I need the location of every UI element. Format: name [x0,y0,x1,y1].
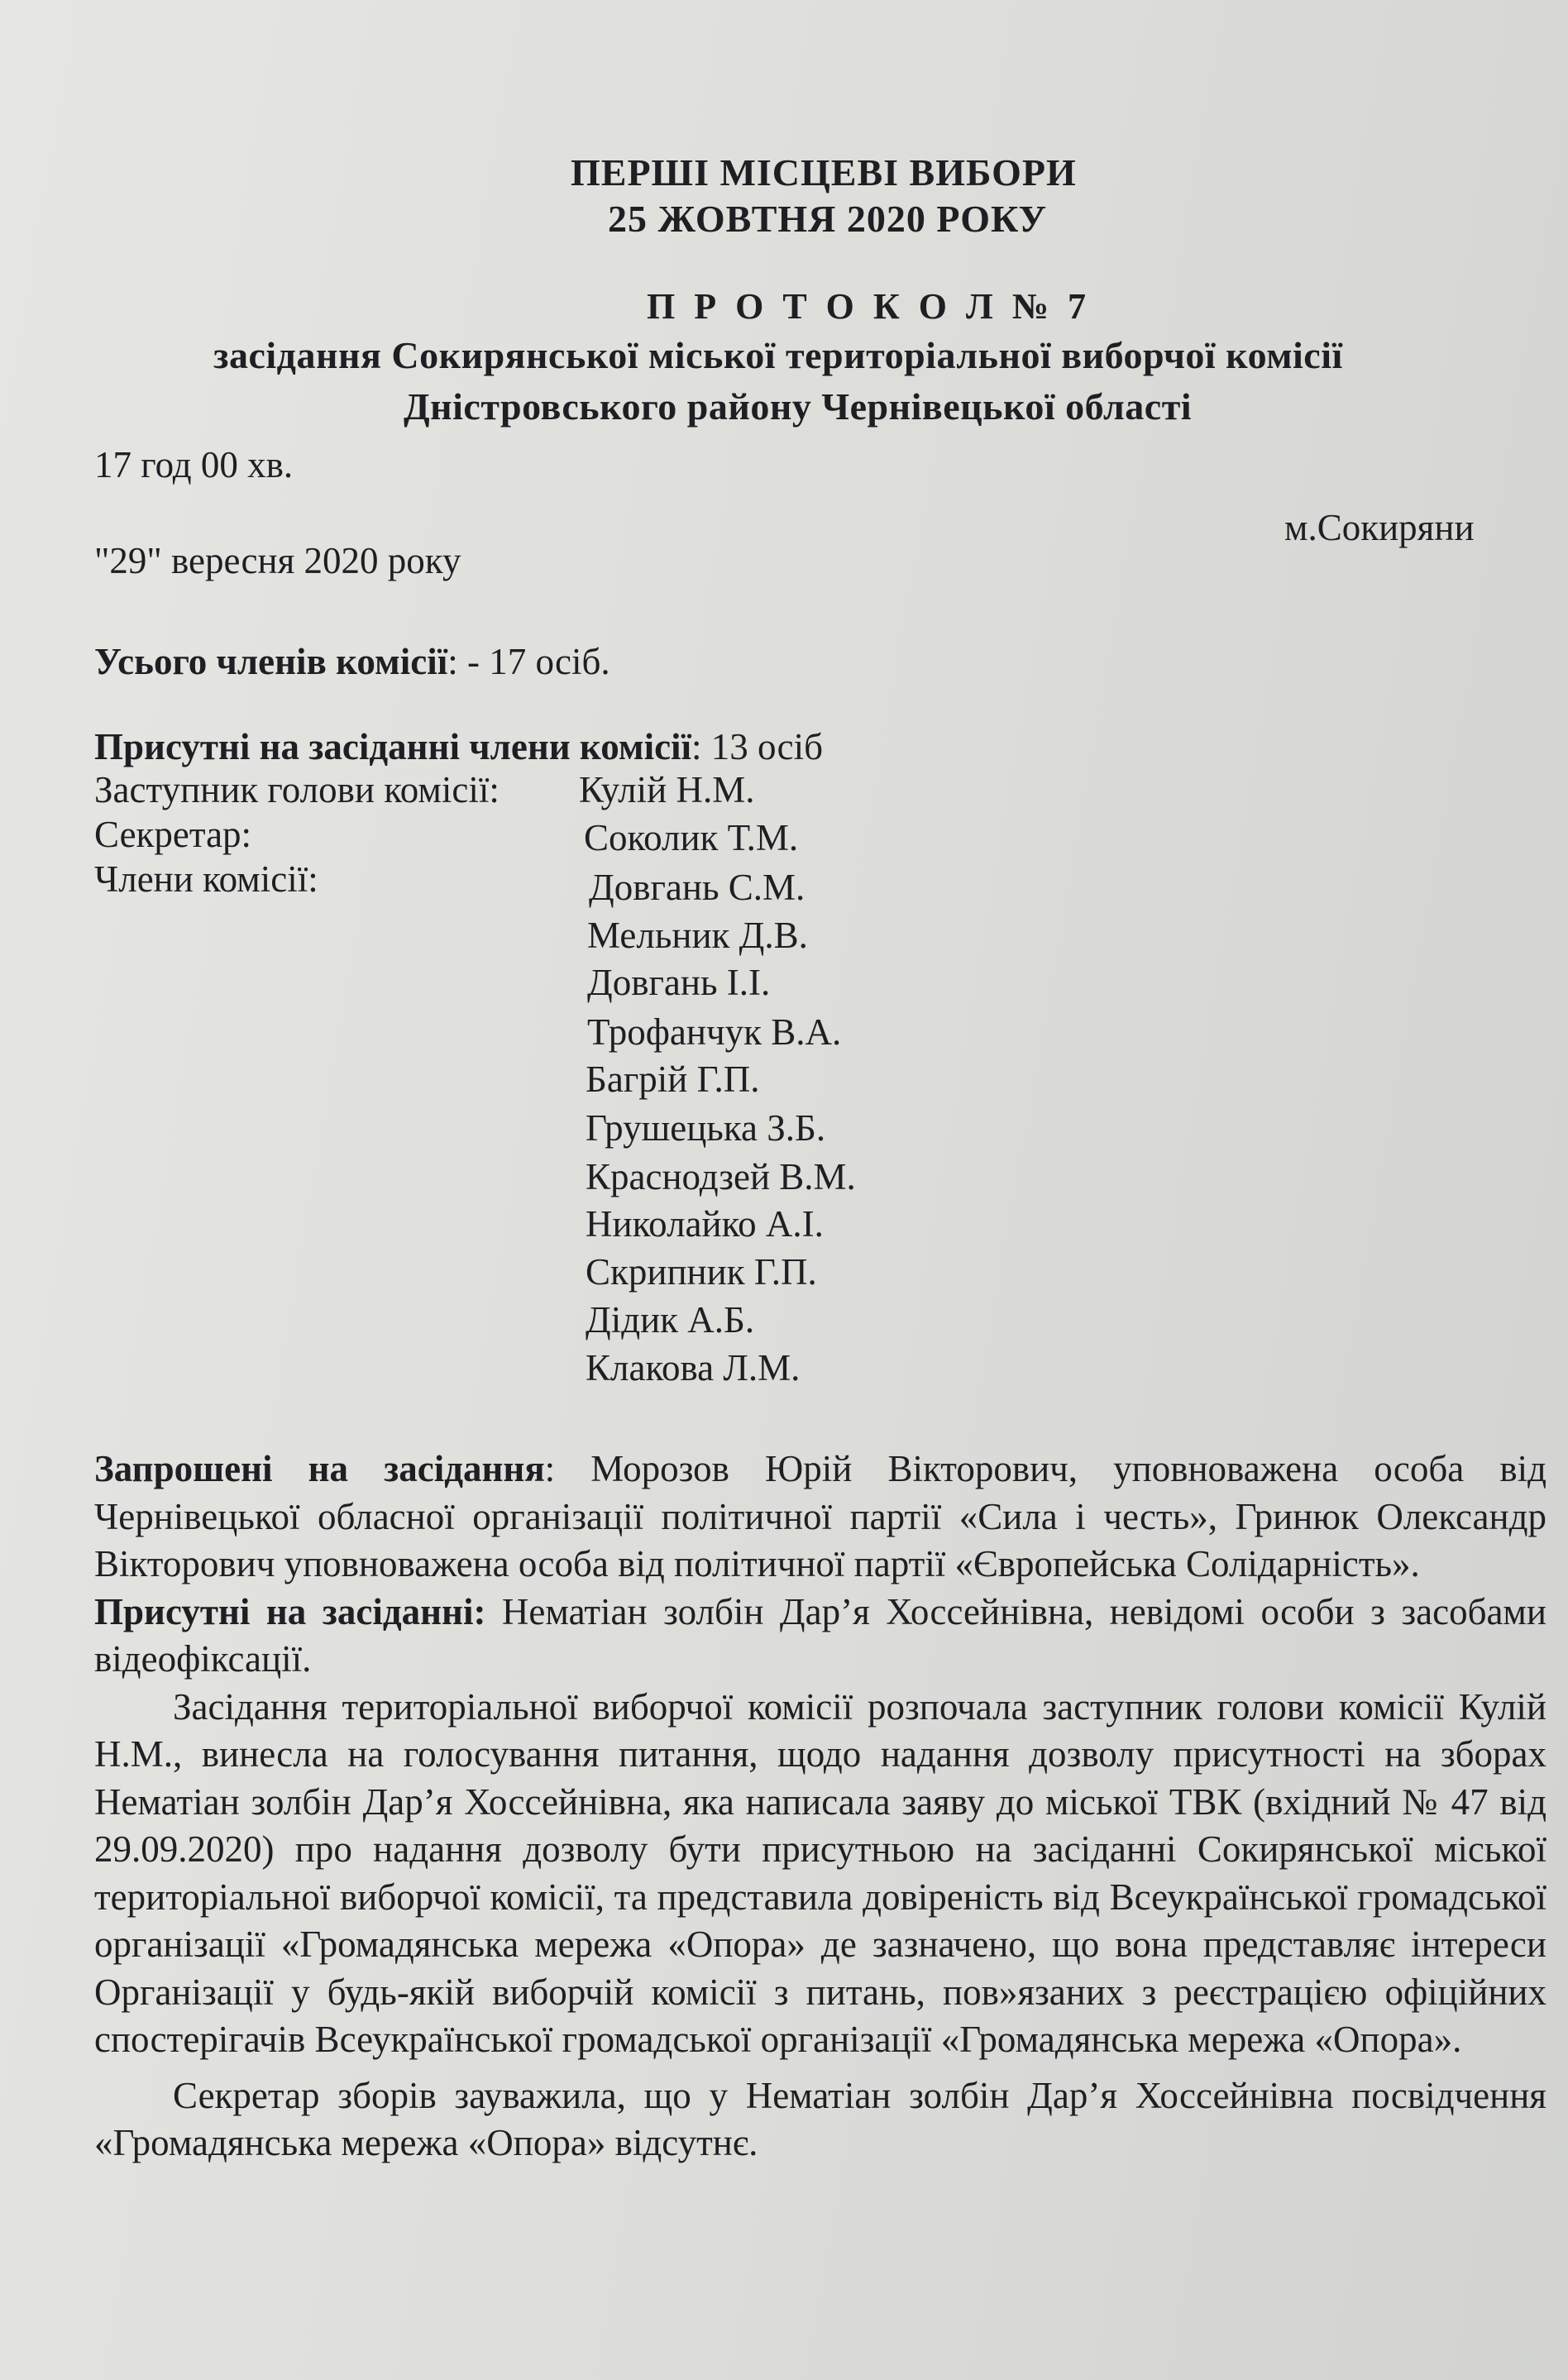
invited-label: Запрошені на засідання [94,1448,545,1489]
present-others-paragraph [94,1589,1546,1684]
present-members [94,724,823,770]
present-members-value: : 13 осіб [691,726,824,767]
name-deputy-head: Кулій Н.М. [579,769,755,810]
role-members: Члени комісії: [94,858,318,900]
election-title: ПЕРШІ МІСЦЕВІ ВИБОРИ [571,151,1077,194]
meeting-city: м.Сокиряни [1284,507,1475,548]
protocol-body [94,1446,1546,2167]
meeting-date: "29" вересня 2020 року [94,540,461,581]
body-paragraph-2: Секретар зборів зауважила, що у Нематіан золбін Дар’я Хоссейнівна посвідчення «Громадянська мережа «Опора» відсутнє. [94,2074,1546,2163]
present-others-text: Нематіан золбін Дар’я Хоссейнівна, невідомі особи з засобами відеофіксації. [94,1590,1546,1680]
role-secretary: Секретар: [94,814,252,855]
member-name: Николайко А.І. [586,1203,824,1245]
member-name: Багрій Г.П. [586,1059,760,1100]
protocol-subtitle-1: засідання Сокирянської міської територіальної виборчої комісії [213,334,1343,376]
present-others-label: Присутні на засіданні: [94,1590,486,1632]
member-name: Скрипник Г.П. [586,1251,817,1293]
name-secretary: Соколик Т.М. [584,817,799,858]
member-name: Довгань І.І. [587,962,771,1003]
member-name: Трофанчук В.А. [587,1011,842,1053]
member-name: Краснодзей В.М. [586,1156,856,1197]
invited-text: : Морозов Юрій Вікторович, уповноважена особа від Чернівецької обласної організації політичної партії «Сила і честь», Гринюк Олександр Вікторович уповноважена особа від політичної партії «Європейська Солідарність». [94,1448,1547,1584]
present-members-label: Присутні на засіданні члени комісії [94,726,692,767]
member-name: Мельник Д.В. [587,915,808,956]
body-paragraph-1: Засідання територіальної виборчої комісії розпочала заступник голови комісії Кулій Н.М., винесла на голосування питання, щодо надання дозволу присутності на зборах Нематіан золбін Дар’я Хоссейнівна, яка написала заяву до міської ТВК (вхідний № 47 від 29.09.2020) про надання дозволу бути присутньою на засіданні Сокирянської міської територіальної виборчої комісії, та представила довіреність від Всеукраїнської громадської організації «Громадянська мережа «Опора» де зазначено, що вона представляє інтереси Організації у будь-якій виборчій комісії з питань, пов»язаних з реєстрацією офіційних спостерігачів Всеукраїнської громадської організації «Громадянська мережа «Опора». [94,1685,1546,2060]
invited-paragraph [94,1446,1546,1589]
total-members-label: Усього членів комісії [94,641,448,682]
meeting-time: 17 год 00 хв. [94,444,294,485]
role-deputy-head: Заступник голови комісії: [94,769,500,810]
member-name: Грушецька З.Б. [586,1107,826,1149]
member-name: Довгань С.М. [589,867,806,908]
total-members [94,638,610,685]
member-name: Дідик А.Б. [586,1299,755,1341]
total-members-value: : - 17 осіб. [447,641,610,682]
election-date: 25 ЖОВТНЯ 2020 РОКУ [608,198,1048,240]
protocol-title: П Р О Т О К О Л № 7 [647,286,1092,327]
member-name: Клакова Л.М. [586,1347,801,1388]
protocol-subtitle-2: Дністровського району Чернівецької області [404,385,1193,428]
